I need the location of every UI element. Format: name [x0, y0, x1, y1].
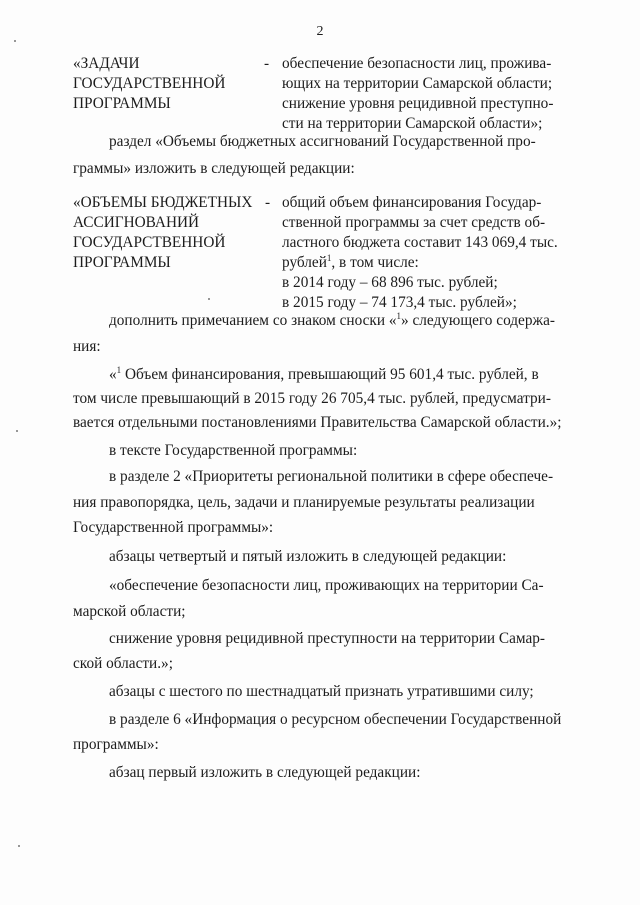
section2-line3: Государственной программы»:	[73, 519, 274, 536]
section2-paragraph: в разделе 2 «Приоритеты региональной политики в сфере обеспече-	[109, 468, 554, 485]
section6-paragraph: в разделе 6 «Информация о ресурсном обеспечении Государственной	[109, 711, 562, 728]
footnote-mark: 1	[326, 252, 332, 263]
footnote-note-line2: том числе превышающий в 2015 году 26 705,4 тыс. рублей, предусматри-	[73, 390, 551, 407]
funding-dash: -	[265, 194, 271, 211]
recidivism-quote-line2: ской области.»;	[73, 655, 173, 672]
scan-speck	[18, 845, 20, 847]
abz-4-5-paragraph: абзацы четвертый и пятый изложить в следующей редакции:	[109, 548, 507, 565]
in-text-paragraph: в тексте Государственной программы:	[109, 442, 358, 459]
abz-first-paragraph: абзац первый изложить в следующей редакции:	[109, 764, 421, 781]
tasks-text: обеспечение безопасности лиц, прожива- ющих на территории Самарской области; снижение уровня рецидивной преступно- сти на территории Самарской области»;	[282, 55, 554, 132]
funding-text: общий объем финансирования Государ- ственной программы за счет средств об- ластного бюджета составит 143 069,4 тыс. рублей$^1$, в том числе: в 2014 году – 68 896 тыс. рублей; в 2015 году – 74 173,4 тыс. рублей»;	[282, 194, 558, 311]
section6-line2: программы»:	[73, 736, 159, 753]
tasks-label: «ЗАДАЧИ ГОСУДАРСТВЕННОЙ ПРОГРАММЫ	[73, 55, 226, 112]
supplement-line2: ния:	[73, 338, 101, 355]
scan-speck	[208, 298, 210, 300]
recidivism-quote: снижение уровня рецидивной преступности на территории Самар-	[109, 630, 546, 647]
scan-speck	[14, 40, 16, 42]
safety-quote: «обеспечение безопасности лиц, проживающих на территории Са-	[109, 577, 544, 594]
scan-speck	[16, 430, 18, 432]
tasks-dash: -	[264, 55, 270, 72]
footnote-note-line3: вается отдельными постановлениями Правительства Самарской области.»;	[73, 414, 562, 431]
abz-6-16-paragraph: абзацы с шестого по шестнадцатый признать утратившими силу;	[109, 683, 534, 700]
supplement-paragraph: дополнить примечанием со знаком сноски «$^1$» следующего содержа-	[109, 310, 555, 329]
section2-line2: ния правопорядка, цель, задачи и планируемые результаты реализации	[73, 494, 535, 511]
safety-quote-line2: марской области;	[73, 603, 186, 620]
page-number: 2	[316, 24, 324, 39]
section-intro: раздел «Объемы бюджетных ассигнований Государственной про-	[109, 133, 536, 150]
footnote-note: «$^1$ Объем финансирования, превышающий 95 601,4 тыс. рублей, в	[109, 364, 539, 383]
section-intro-line2: граммы» изложить в следующей редакции:	[73, 160, 355, 177]
funding-label: «ОБЪЕМЫ БЮДЖЕТНЫХ АССИГНОВАНИЙ ГОСУДАРСТВЕННОЙ ПРОГРАММЫ	[73, 194, 253, 271]
